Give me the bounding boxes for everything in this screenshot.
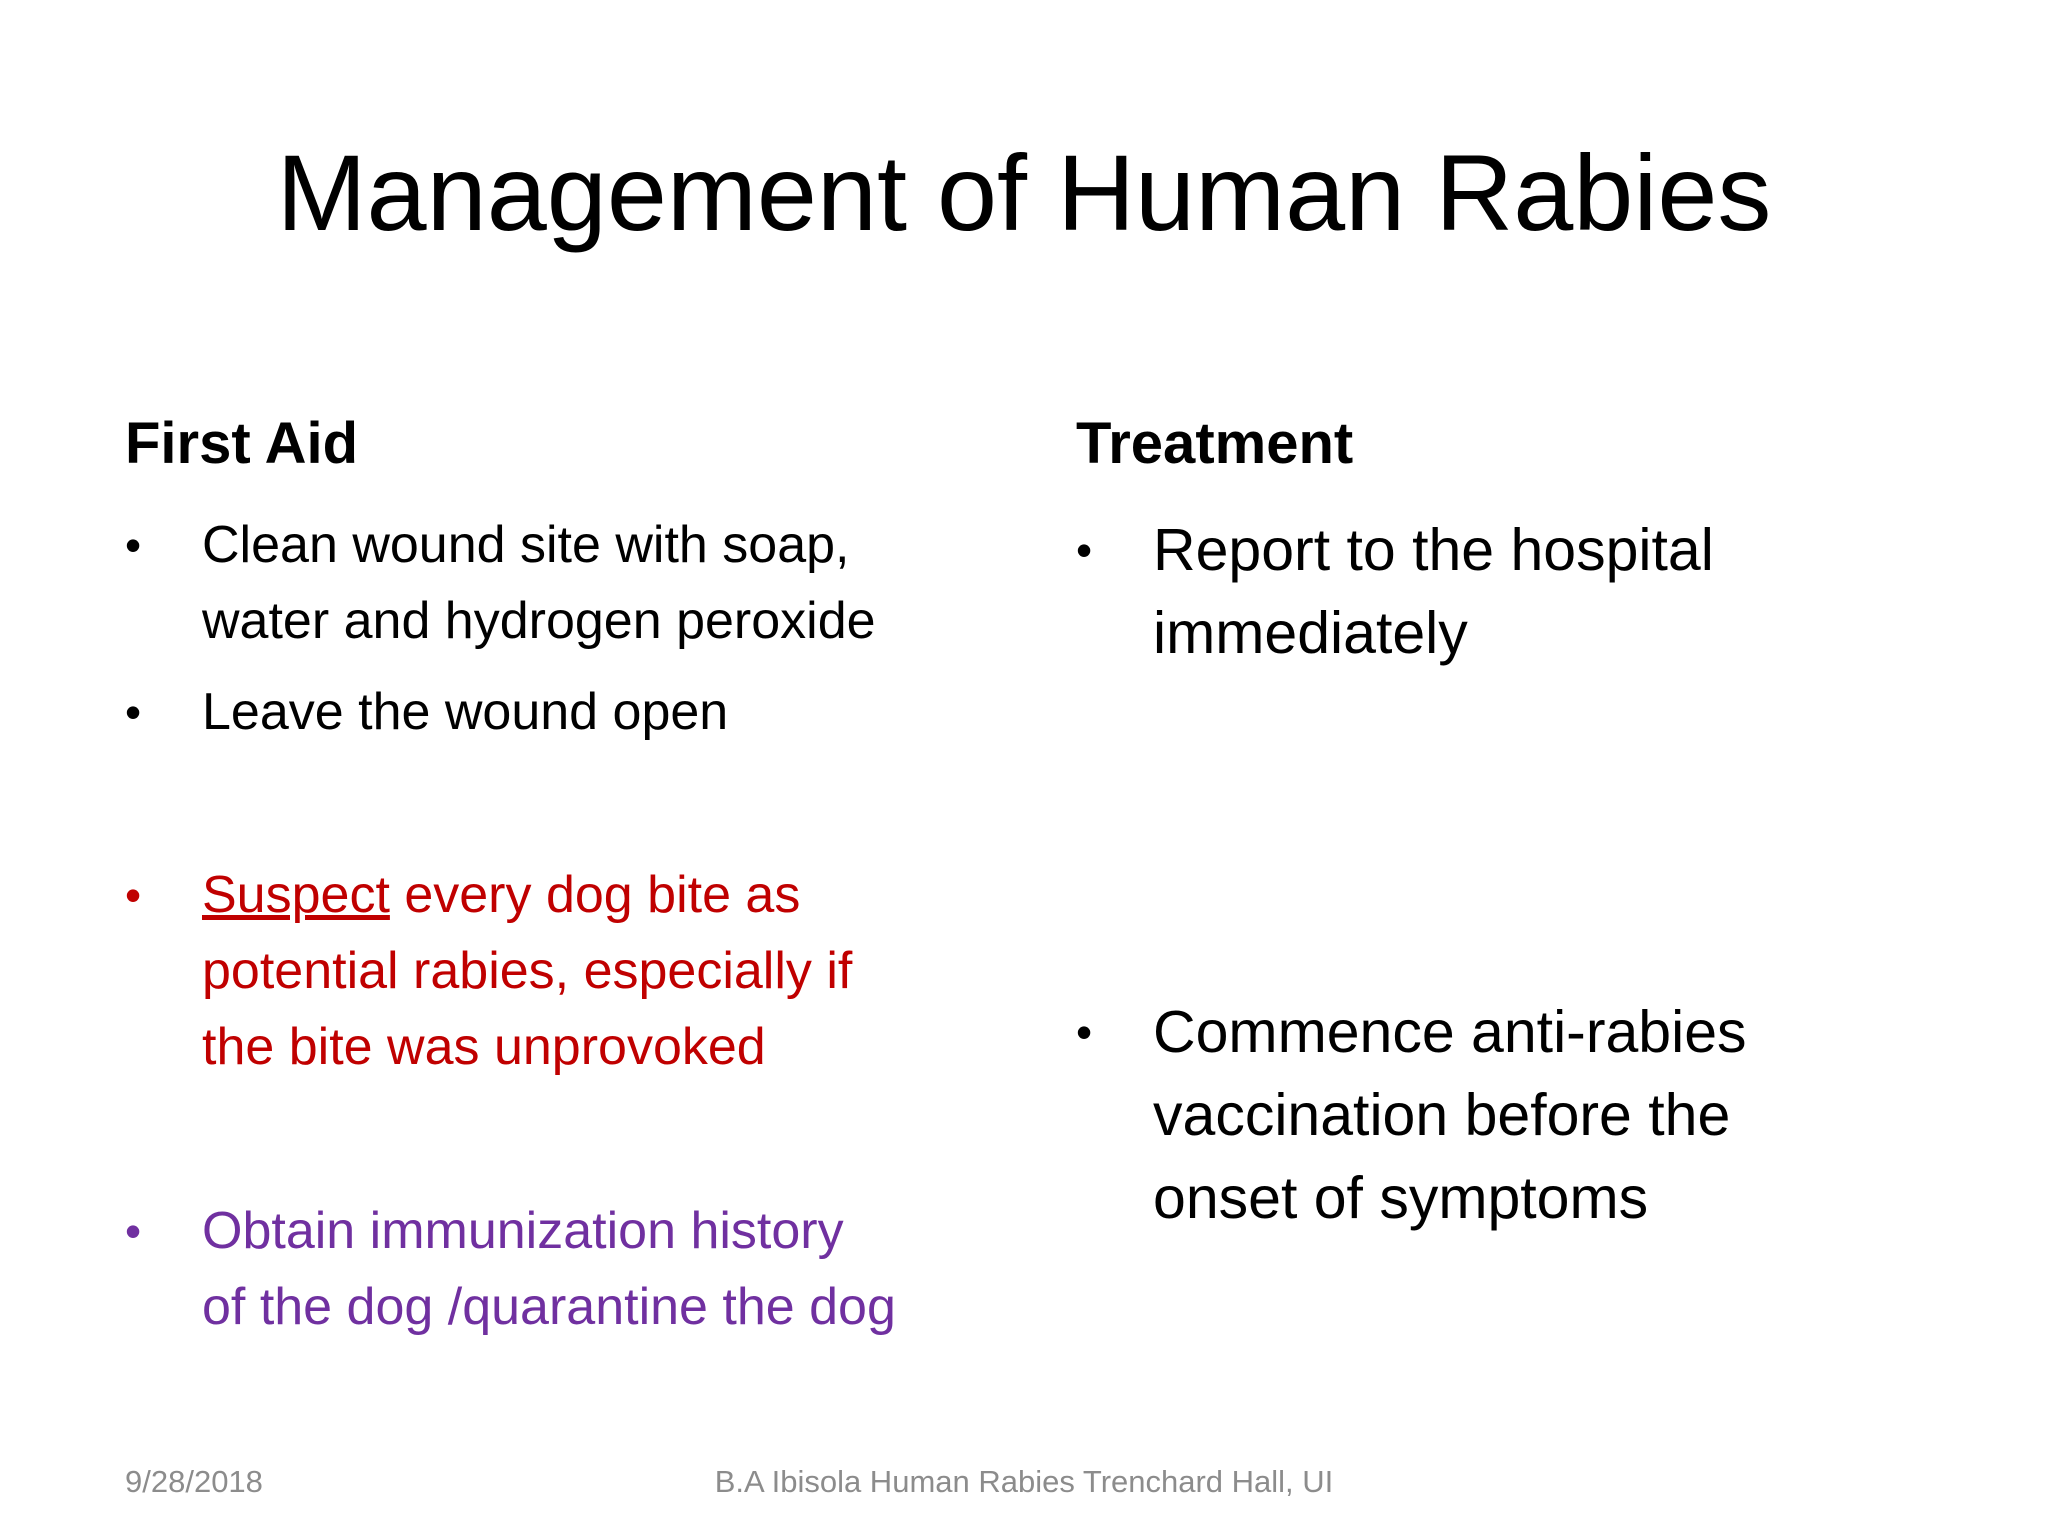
bullet-text [202,857,1062,1085]
footer-date: 9/28/2018 [125,1464,263,1499]
bullet-text: Report to the hospital immediately [1153,517,1714,666]
bullet-dot: • [1076,1006,1093,1058]
emphasis-suspect: Suspect [202,866,390,924]
first-aid-heading: First Aid [125,411,359,476]
bullet-text: Commence anti-rabies vaccination before the onset of symptoms [1153,999,1747,1231]
bullet-dot: • [125,1205,142,1257]
bullet-text-rest: every dog bite as potential rabies, especially if the bite was unprovoked [202,866,853,1076]
bullet-text: Obtain immunization history of the dog /quarantine the dog [202,1202,896,1336]
bullet-text: Clean wound site with soap, water and hydrogen peroxide [202,516,876,650]
treatment-heading: Treatment [1076,411,1354,476]
bullet-text: Leave the wound open [202,683,729,741]
bullet-dot: • [125,686,142,738]
slide-title: Management of Human Rabies [276,132,1772,253]
bullet-dot: • [125,869,142,921]
bullet-dot: • [1076,524,1093,576]
bullet-dot: • [125,519,142,571]
footer-center: B.A Ibisola Human Rabies Trenchard Hall, UI [714,1464,1334,1499]
